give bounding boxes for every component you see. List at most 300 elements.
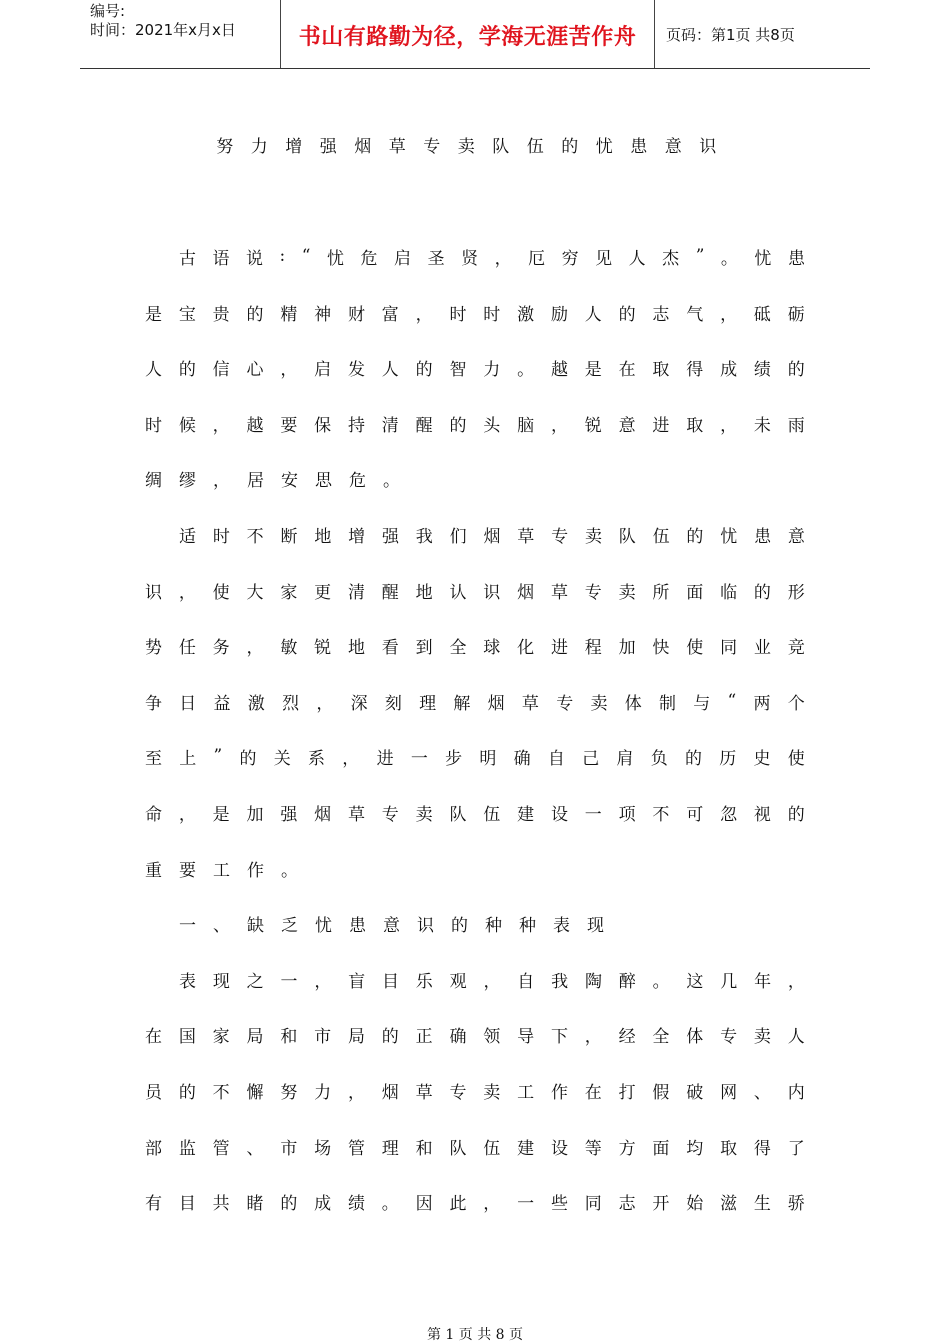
- body-char: 识: [483, 582, 501, 603]
- doc-number-label: 编号:: [90, 2, 126, 20]
- body-char: 强: [280, 804, 298, 825]
- body-char: 患: [754, 526, 772, 547]
- body-char: 种: [485, 915, 502, 936]
- body-char: 至: [145, 748, 162, 769]
- body-char: 富: [381, 304, 399, 325]
- body-char: 断: [280, 526, 298, 547]
- body-char: 同: [584, 1193, 602, 1214]
- body-char: 制: [658, 693, 676, 714]
- body-char: 启: [314, 359, 332, 380]
- body-char: 锐: [314, 637, 332, 658]
- body-char: 安: [281, 470, 298, 491]
- body-char: 忽: [720, 804, 738, 825]
- body-char: 竞: [787, 637, 805, 658]
- body-char: 们: [449, 526, 467, 547]
- body-char: 使: [686, 637, 704, 658]
- body-char: 肩: [616, 748, 634, 769]
- body-char: 局: [347, 1026, 365, 1047]
- header-motto: 书山有路勤为径，学海无涯苦作舟: [298, 25, 637, 50]
- body-char: 专: [551, 526, 569, 547]
- body-char: 烟: [487, 693, 505, 714]
- body-char: 醒: [381, 582, 399, 603]
- body-char: 地: [415, 582, 433, 603]
- body-char: 绩: [753, 359, 771, 380]
- body-char: 方: [618, 1138, 636, 1159]
- body-char: 确: [513, 748, 531, 769]
- body-char: 识: [145, 582, 162, 603]
- body-char: 卖: [590, 693, 608, 714]
- body-char: 不: [246, 526, 264, 547]
- body-line: [179, 967, 805, 991]
- body-char: 作: [550, 1082, 568, 1103]
- body-char: 伍: [483, 1138, 501, 1159]
- body-char: 历: [719, 748, 737, 769]
- body-char: 居: [247, 470, 264, 491]
- body-char: 意: [383, 915, 400, 936]
- body-char: 队: [449, 804, 467, 825]
- body-char: “: [727, 691, 737, 711]
- body-char: 了: [787, 1138, 805, 1159]
- body-char: 识: [417, 915, 434, 936]
- body-char: 卖: [584, 526, 602, 547]
- body-char: ，: [178, 582, 196, 603]
- body-char: 我: [415, 526, 433, 547]
- body-line: [179, 244, 805, 268]
- body-char: 专: [720, 1026, 738, 1047]
- body-char: 时: [483, 304, 501, 325]
- body-char: 两: [753, 693, 771, 714]
- body-line: [145, 689, 805, 713]
- body-char: 宝: [178, 304, 196, 325]
- body-char: 大: [246, 582, 264, 603]
- body-line: [145, 355, 805, 379]
- body-char: 的: [787, 804, 805, 825]
- body-char: 缪: [179, 470, 196, 491]
- body-char: 内: [787, 1082, 805, 1103]
- body-char: 人: [584, 304, 602, 325]
- body-char: 取: [652, 359, 670, 380]
- body-char: 敏: [280, 637, 298, 658]
- body-char: 国: [178, 1026, 196, 1047]
- body-char: 缺: [247, 915, 264, 936]
- body-char: 烈: [282, 693, 300, 714]
- body-line: [145, 1189, 805, 1213]
- body-line: [145, 466, 805, 490]
- body-char: 专: [381, 804, 399, 825]
- body-char: 精: [280, 304, 298, 325]
- body-char: ，: [483, 971, 501, 992]
- body-char: 确: [449, 1026, 467, 1047]
- body-char: 深: [350, 693, 368, 714]
- body-char: 患: [349, 915, 366, 936]
- body-char: 上: [179, 748, 197, 769]
- body-char: 部: [145, 1138, 162, 1159]
- body-line: [145, 1134, 805, 1158]
- body-char: ，: [213, 470, 230, 491]
- body-char: 强: [381, 526, 399, 547]
- body-char: 危: [360, 248, 378, 269]
- body-char: 势: [145, 637, 162, 658]
- body-char: 的: [684, 748, 702, 769]
- body-char: 队: [449, 1138, 467, 1159]
- body-char: 现: [587, 915, 604, 936]
- body-char: 工: [517, 1082, 535, 1103]
- body-char: 正: [415, 1026, 433, 1047]
- body-char: 地: [314, 526, 332, 547]
- body-char: 理: [419, 693, 437, 714]
- body-char: 负: [650, 748, 668, 769]
- body-char: 解: [453, 693, 471, 714]
- page-header: [80, 0, 870, 69]
- body-char: 忧: [754, 248, 772, 269]
- body-char: 忧: [720, 526, 738, 547]
- body-char: 网: [720, 1082, 738, 1103]
- body-char: 语: [212, 248, 230, 269]
- body-char: ，: [494, 248, 512, 269]
- body-char: 信: [212, 359, 230, 380]
- body-char: ，: [314, 971, 332, 992]
- body-char: 加: [618, 637, 636, 658]
- body-char: 与: [693, 693, 711, 714]
- body-char: 经: [618, 1026, 636, 1047]
- body-char: 人: [787, 1026, 805, 1047]
- body-char: 这: [686, 971, 704, 992]
- body-line: [145, 800, 805, 824]
- body-char: 卖: [483, 1082, 501, 1103]
- body-char: 在: [584, 1082, 602, 1103]
- body-char: 的: [618, 304, 636, 325]
- body-char: 人: [145, 359, 162, 380]
- body-char: 体: [624, 693, 642, 714]
- body-char: 取: [686, 415, 704, 436]
- body-char: 陶: [584, 971, 602, 992]
- body-char: 取: [720, 1138, 738, 1159]
- body-char: 雨: [787, 415, 805, 436]
- body-char: 见: [595, 248, 613, 269]
- body-char: 神: [314, 304, 332, 325]
- body-char: 业: [753, 637, 771, 658]
- body-char: 盲: [348, 971, 366, 992]
- body-char: 的: [449, 415, 467, 436]
- body-char: 家: [212, 1026, 230, 1047]
- body-char: 种: [519, 915, 536, 936]
- body-char: 。: [383, 470, 400, 491]
- body-char: 努: [280, 1082, 298, 1103]
- body-char: 圣: [427, 248, 445, 269]
- body-char: 思: [315, 470, 332, 491]
- body-char: ，: [212, 415, 230, 436]
- body-char: 建: [517, 804, 535, 825]
- header-meta: [90, 2, 236, 40]
- body-char: 要: [179, 860, 196, 881]
- body-char: 的: [178, 1082, 196, 1103]
- body-char: 的: [686, 526, 704, 547]
- body-char: 草: [521, 693, 539, 714]
- body-char: 人: [628, 248, 646, 269]
- body-char: 说: [246, 248, 264, 269]
- body-char: 锐: [584, 415, 602, 436]
- page-footer: 第 1 页 共 8 页: [426, 1327, 524, 1343]
- body-char: 领: [483, 1026, 501, 1047]
- body-char: 危: [349, 470, 366, 491]
- body-char: 未: [753, 415, 771, 436]
- body-char: ，: [483, 1193, 501, 1214]
- body-char: 局: [246, 1026, 264, 1047]
- body-char: 专: [584, 582, 602, 603]
- body-char: 。: [381, 1193, 399, 1214]
- body-char: 古: [179, 248, 196, 269]
- body-char: 一: [517, 1193, 535, 1214]
- body-char: 专: [449, 1082, 467, 1103]
- body-line: [145, 578, 805, 602]
- body-char: 要: [280, 415, 298, 436]
- header-page-info: 页码：第1页 共8页: [666, 26, 795, 44]
- body-char: 刻: [384, 693, 402, 714]
- body-char: 自: [547, 748, 565, 769]
- body-char: 进: [376, 748, 394, 769]
- body-char: 史: [753, 748, 771, 769]
- body-char: 发: [347, 359, 365, 380]
- body-char: 全: [449, 637, 467, 658]
- body-char: 得: [686, 359, 704, 380]
- body-char: 一: [584, 804, 602, 825]
- body-char: 、: [213, 915, 230, 936]
- body-char: “: [301, 246, 311, 266]
- body-char: 的: [415, 359, 433, 380]
- body-char: 是: [212, 804, 230, 825]
- body-char: 卖: [415, 804, 433, 825]
- body-char: 、: [246, 1138, 264, 1159]
- body-char: 有: [145, 1193, 162, 1214]
- body-char: 此: [449, 1193, 467, 1214]
- body-char: 乐: [415, 971, 433, 992]
- body-char: ，: [246, 637, 264, 658]
- body-char: 时: [212, 526, 230, 547]
- body-char: 的: [239, 748, 257, 769]
- body-char: 球: [483, 637, 501, 658]
- body-char: 己: [582, 748, 600, 769]
- body-char: 全: [652, 1026, 670, 1047]
- body-char: 加: [246, 804, 264, 825]
- body-char: 持: [347, 415, 365, 436]
- body-char: 进: [550, 637, 568, 658]
- body-char: 一: [179, 915, 196, 936]
- body-char: 成: [720, 359, 738, 380]
- body-char: 烟: [517, 582, 535, 603]
- body-char: 管: [347, 1138, 365, 1159]
- body-char: 重: [145, 860, 162, 881]
- body-char: 市: [280, 1138, 298, 1159]
- body-char: 体: [686, 1026, 704, 1047]
- body-char: ，: [316, 693, 334, 714]
- body-char: 看: [381, 637, 399, 658]
- body-char: 之: [246, 971, 264, 992]
- body-char: 砥: [753, 304, 771, 325]
- body-char: 面: [652, 1138, 670, 1159]
- body-char: 项: [618, 804, 636, 825]
- body-char: 时: [449, 304, 467, 325]
- body-char: 建: [517, 1138, 535, 1159]
- body-line: [145, 411, 805, 435]
- body-char: 视: [753, 804, 771, 825]
- header-divider-right: [654, 0, 655, 68]
- document-title: 努力增强烟草专卖队伍的忧患意识: [216, 137, 734, 157]
- body-char: 专: [556, 693, 574, 714]
- body-char: 激: [517, 304, 535, 325]
- body-char: 程: [584, 637, 602, 658]
- body-char: ，: [550, 415, 568, 436]
- body-char: 智: [449, 359, 467, 380]
- body-char: 的: [280, 1193, 298, 1214]
- body-char: 使: [212, 582, 230, 603]
- body-char: 一: [410, 748, 428, 769]
- body-char: 懈: [246, 1082, 264, 1103]
- body-char: 开: [652, 1193, 670, 1214]
- body-char: 工: [213, 860, 230, 881]
- body-char: 队: [618, 526, 636, 547]
- body-char: 。: [720, 248, 738, 269]
- body-char: 务: [212, 637, 230, 658]
- body-char: 生: [753, 1193, 771, 1214]
- body-char: 得: [753, 1138, 771, 1159]
- body-char: ”: [213, 746, 223, 766]
- body-char: 草: [550, 582, 568, 603]
- body-char: 草: [347, 804, 365, 825]
- body-char: 烟: [483, 526, 501, 547]
- body-char: 越: [550, 359, 568, 380]
- body-char: 地: [347, 637, 365, 658]
- body-char: :: [279, 246, 286, 266]
- body-char: 力: [314, 1082, 332, 1103]
- body-char: 卖: [618, 582, 636, 603]
- body-char: ”: [695, 246, 705, 266]
- body-line: [145, 633, 805, 657]
- body-char: 患: [787, 248, 805, 269]
- body-char: 到: [415, 637, 433, 658]
- body-char: 的: [381, 1026, 399, 1047]
- body-char: 保: [314, 415, 332, 436]
- body-char: 力: [483, 359, 501, 380]
- body-char: 气: [686, 304, 704, 325]
- time-label: 时间：2021年x月x日: [90, 21, 236, 39]
- body-char: 不: [652, 804, 670, 825]
- body-char: 几: [720, 971, 738, 992]
- body-char: 设: [550, 804, 568, 825]
- body-char: 头: [483, 415, 501, 436]
- body-char: 关: [273, 748, 291, 769]
- body-char: 伍: [652, 526, 670, 547]
- body-char: 候: [178, 415, 196, 436]
- body-char: 滋: [720, 1193, 738, 1214]
- body-char: 面: [686, 582, 704, 603]
- body-char: 员: [145, 1082, 162, 1103]
- body-line: [145, 300, 805, 324]
- body-char: 草: [415, 1082, 433, 1103]
- body-line: [179, 911, 805, 935]
- body-char: 理: [381, 1138, 399, 1159]
- body-char: 和: [280, 1026, 298, 1047]
- body-char: 不: [212, 1082, 230, 1103]
- body-char: 观: [449, 971, 467, 992]
- body-char: 使: [787, 748, 805, 769]
- body-char: 在: [145, 1026, 162, 1047]
- body-char: 骄: [787, 1193, 805, 1214]
- body-char: 同: [720, 637, 738, 658]
- body-char: ，: [342, 748, 360, 769]
- body-char: 清: [347, 582, 365, 603]
- body-char: 我: [551, 971, 569, 992]
- body-char: 伍: [483, 804, 501, 825]
- body-char: 化: [517, 637, 535, 658]
- body-char: 争: [145, 693, 162, 714]
- body-char: 自: [517, 971, 535, 992]
- body-char: 任: [178, 637, 196, 658]
- body-char: 均: [686, 1138, 704, 1159]
- body-char: 日: [179, 693, 197, 714]
- body-char: 设: [550, 1138, 568, 1159]
- body-char: 心: [246, 359, 264, 380]
- body-char: 一: [280, 971, 298, 992]
- body-char: 脑: [517, 415, 535, 436]
- body-char: 的: [178, 359, 196, 380]
- body-char: 表: [553, 915, 570, 936]
- body-char: 更: [314, 582, 332, 603]
- body-char: 意: [787, 526, 805, 547]
- body-char: 管: [212, 1138, 230, 1159]
- body-char: 命: [145, 804, 162, 825]
- body-char: 目: [381, 971, 399, 992]
- body-char: 忧: [327, 248, 345, 269]
- body-char: 贵: [212, 304, 230, 325]
- body-char: 的: [451, 915, 468, 936]
- body-line: [145, 1078, 805, 1102]
- body-char: 临: [720, 582, 738, 603]
- body-char: 人: [381, 359, 399, 380]
- body-char: ，: [584, 1026, 602, 1047]
- body-char: 清: [381, 415, 399, 436]
- body-char: 的: [753, 582, 771, 603]
- body-char: 、: [753, 1082, 771, 1103]
- body-char: ，: [787, 971, 805, 992]
- body-char: 等: [584, 1138, 602, 1159]
- body-char: 激: [247, 693, 265, 714]
- body-char: 始: [686, 1193, 704, 1214]
- body-char: 财: [347, 304, 365, 325]
- body-char: 和: [415, 1138, 433, 1159]
- body-char: 厄: [528, 248, 546, 269]
- body-char: 作: [247, 860, 264, 881]
- body-char: 是: [584, 359, 602, 380]
- body-char: 可: [686, 804, 704, 825]
- body-char: 忧: [315, 915, 332, 936]
- body-char: 在: [618, 359, 636, 380]
- body-char: 打: [618, 1082, 636, 1103]
- body-char: 烟: [314, 804, 332, 825]
- body-char: 杰: [662, 248, 680, 269]
- body-char: 的: [246, 304, 264, 325]
- body-char: 场: [314, 1138, 332, 1159]
- body-char: 明: [479, 748, 497, 769]
- body-char: ，: [280, 359, 298, 380]
- body-char: ，: [178, 804, 196, 825]
- body-char: ，: [720, 415, 738, 436]
- body-char: 步: [445, 748, 463, 769]
- body-char: 的: [787, 359, 805, 380]
- body-char: 导: [517, 1026, 535, 1047]
- body-char: 志: [618, 1193, 636, 1214]
- body-char: 励: [550, 304, 568, 325]
- body-char: 。: [517, 359, 535, 380]
